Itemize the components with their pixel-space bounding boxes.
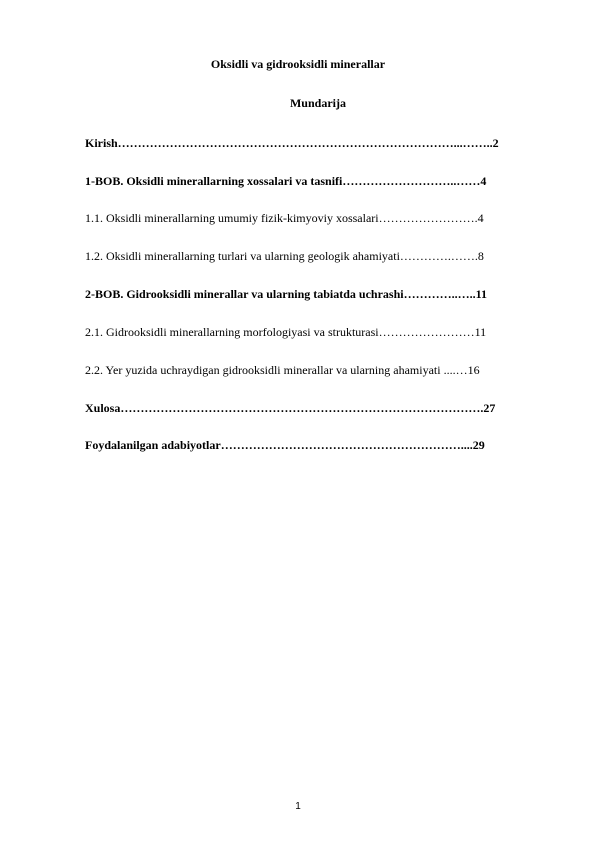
toc-entry-chapter-1: 1-BOB. Oksidli minerallarning xossalari va tasnifi………………………..……4 bbox=[85, 174, 487, 188]
toc-entry-chapter-2: 2-BOB. Gidrooksidli minerallar va ularning tabiatda uchrashi…………..…..11 bbox=[85, 287, 487, 301]
toc-entry-section-1-2: 1.2. Oksidli minerallarning turlari va ularning geologik ahamiyati………….…….8 bbox=[85, 249, 484, 263]
page-number: 1 bbox=[295, 801, 301, 812]
toc-entry-section-2-1: 2.1. Gidrooksidli minerallarning morfologiyasi va strukturasi……………………11 bbox=[85, 325, 487, 339]
toc-heading: Mundarija bbox=[289, 96, 346, 110]
document-title: Oksidli va gidrooksidli minerallar bbox=[210, 57, 386, 71]
toc-entry-section-1-1: 1.1. Oksidli minerallarning umumiy fizik-kimyoviy xossalari…………………….4 bbox=[85, 211, 484, 225]
toc-entry-introduction: Kirish…………………………………………………………………………...……..2 bbox=[85, 136, 499, 150]
toc-entry-conclusion: Xulosa……………………………………………………………………………….27 bbox=[85, 401, 496, 415]
toc-entry-references: Foydalanilgan adabiyotlar……………………………………………………....29 bbox=[85, 438, 485, 452]
toc-entry-section-2-2: 2.2. Yer yuzida uchraydigan gidrooksidli minerallar va ularning ahamiyati ....…16 bbox=[85, 363, 480, 377]
